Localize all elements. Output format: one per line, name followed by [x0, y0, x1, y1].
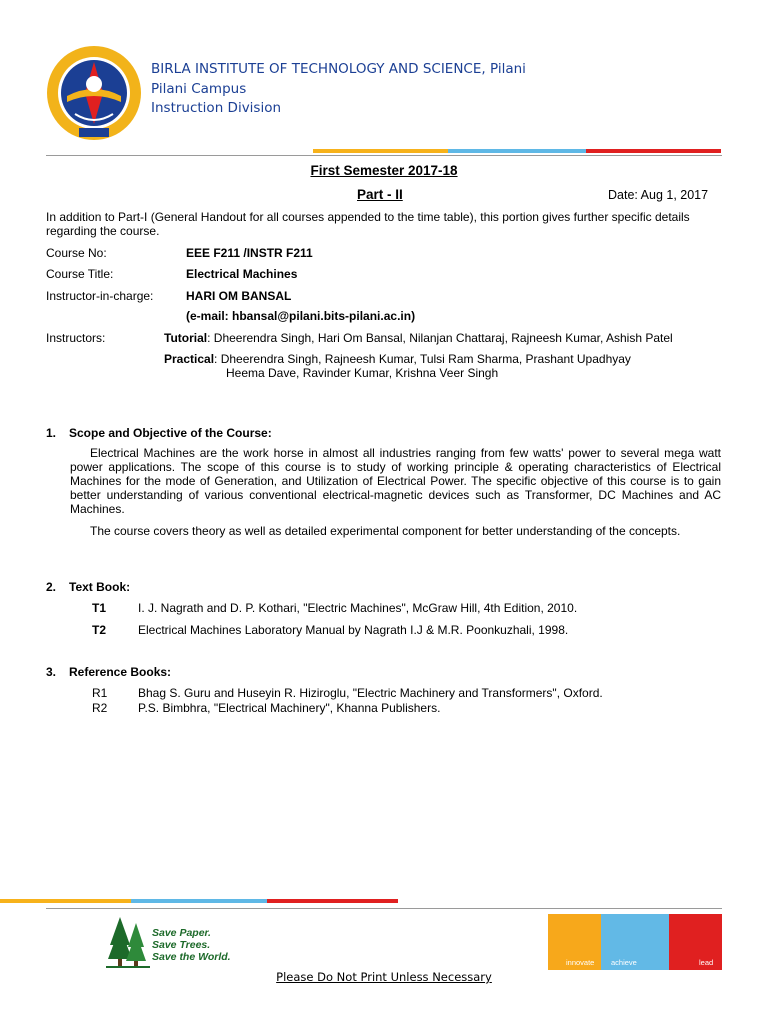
section-1-heading: [46, 426, 272, 440]
section-3-heading: [46, 665, 171, 679]
bits-logo: [45, 44, 143, 142]
header-rule: [46, 155, 722, 156]
tutorial-line: [164, 331, 673, 345]
course-title-label: Course Title:: [46, 267, 114, 281]
intro-paragraph: In addition to Part-I (General Handout for all courses appended to the time table), this portion gives further specific details regarding the course.: [46, 210, 690, 238]
brand-block-achieve: [601, 914, 669, 970]
print-note: Please Do Not Print Unless Necessary: [276, 970, 492, 984]
course-no-value: EEE F211 /INSTR F211: [186, 246, 313, 260]
instructor-in-charge-label: Instructor-in-charge:: [46, 289, 154, 303]
scope-paragraph-2: The course covers theory as well as detailed experimental component for better understanding of the concepts.: [90, 524, 681, 538]
course-no-label: Course No:: [46, 246, 107, 260]
brand-word: innovate: [566, 958, 595, 967]
header-color-bar: [313, 149, 721, 153]
textbook-code: T1: [92, 601, 107, 615]
institute-name: BIRLA INSTITUTE OF TECHNOLOGY AND SCIENCE, Pilani: [151, 61, 526, 77]
textbook-entry: I. J. Nagrath and D. P. Kothari, "Electric Machines", McGraw Hill, 4th Edition, 2010.: [138, 601, 578, 615]
reference-code: R2: [92, 701, 108, 715]
slogan-line: Save the World.: [152, 951, 231, 963]
brand-word: lead: [699, 958, 714, 967]
footer-color-bar: [0, 899, 398, 903]
section-2-number: 2.: [46, 580, 57, 594]
institute-block: [151, 60, 526, 119]
scope-paragraph-1: Electrical Machines are the work horse in almost all industries ranging from few watts' power to several mega watt power applications. The scope of this course is to study of working principle & operating characteristics of Electrical Machines for the mode of Generation, and Utilization of Electrical Power. The specific objective of this course is to gain better understanding of various conventional electrical-magnetic devices such as Transformer, DC Machines and AC Machines.: [70, 446, 721, 516]
section-1-number: 1.: [46, 426, 57, 440]
section-3-number: 3.: [46, 665, 57, 679]
reference-entry: Bhag S. Guru and Huseyin R. Hiziroglu, "Electric Machinery and Transformers", Oxford.: [138, 686, 603, 700]
reference-code: R1: [92, 686, 108, 700]
section-2-heading: [46, 580, 130, 594]
practical-line: [164, 352, 631, 366]
textbook-entry: Electrical Machines Laboratory Manual by Nagrath I.J & M.R. Poonkuzhali, 1998.: [138, 623, 569, 637]
instructor-in-charge-value: HARI OM BANSAL: [186, 289, 292, 303]
brand-word: achieve: [611, 958, 637, 967]
practical-instructors-cont: Heema Dave, Ravinder Kumar, Krishna Veer Singh: [226, 366, 499, 380]
save-paper-slogan: [152, 927, 231, 963]
practical-instructors: : Dheerendra Singh, Rajneesh Kumar, Tulsi Ram Sharma, Prashant Upadhyay: [214, 352, 631, 366]
slogan-line: Save Paper.: [152, 927, 211, 939]
footer-rule: [46, 908, 722, 909]
section-2-title: Text Book:: [69, 580, 131, 594]
practical-label: Practical: [164, 352, 215, 366]
division-name: Instruction Division: [151, 100, 282, 116]
tutorial-label: Tutorial: [164, 331, 208, 345]
instructor-email: (e-mail: hbansal@pilani.bits-pilani.ac.in): [186, 309, 416, 323]
slogan-line: Save Trees.: [152, 939, 211, 951]
section-3-title: Reference Books:: [69, 665, 172, 679]
tutorial-instructors: : Dheerendra Singh, Hari Om Bansal, Nilanjan Chattaraj, Rajneesh Kumar, Ashish Patel: [207, 331, 673, 345]
brand-strip: [548, 914, 722, 970]
date-text: Date: Aug 1, 2017: [608, 188, 709, 202]
brand-block-innovate: [548, 914, 601, 970]
semester-title: First Semester 2017-18: [310, 163, 458, 178]
part-title: Part - II: [357, 187, 403, 202]
course-title-value: Electrical Machines: [186, 267, 298, 281]
instructors-label: Instructors:: [46, 331, 106, 345]
textbook-code: T2: [92, 623, 107, 637]
brand-block-lead: [669, 914, 722, 970]
section-1-title: Scope and Objective of the Course:: [69, 426, 272, 440]
campus-name: Pilani Campus: [151, 80, 247, 97]
reference-entry: P.S. Bimbhra, "Electrical Machinery", Khanna Publishers.: [138, 701, 441, 715]
